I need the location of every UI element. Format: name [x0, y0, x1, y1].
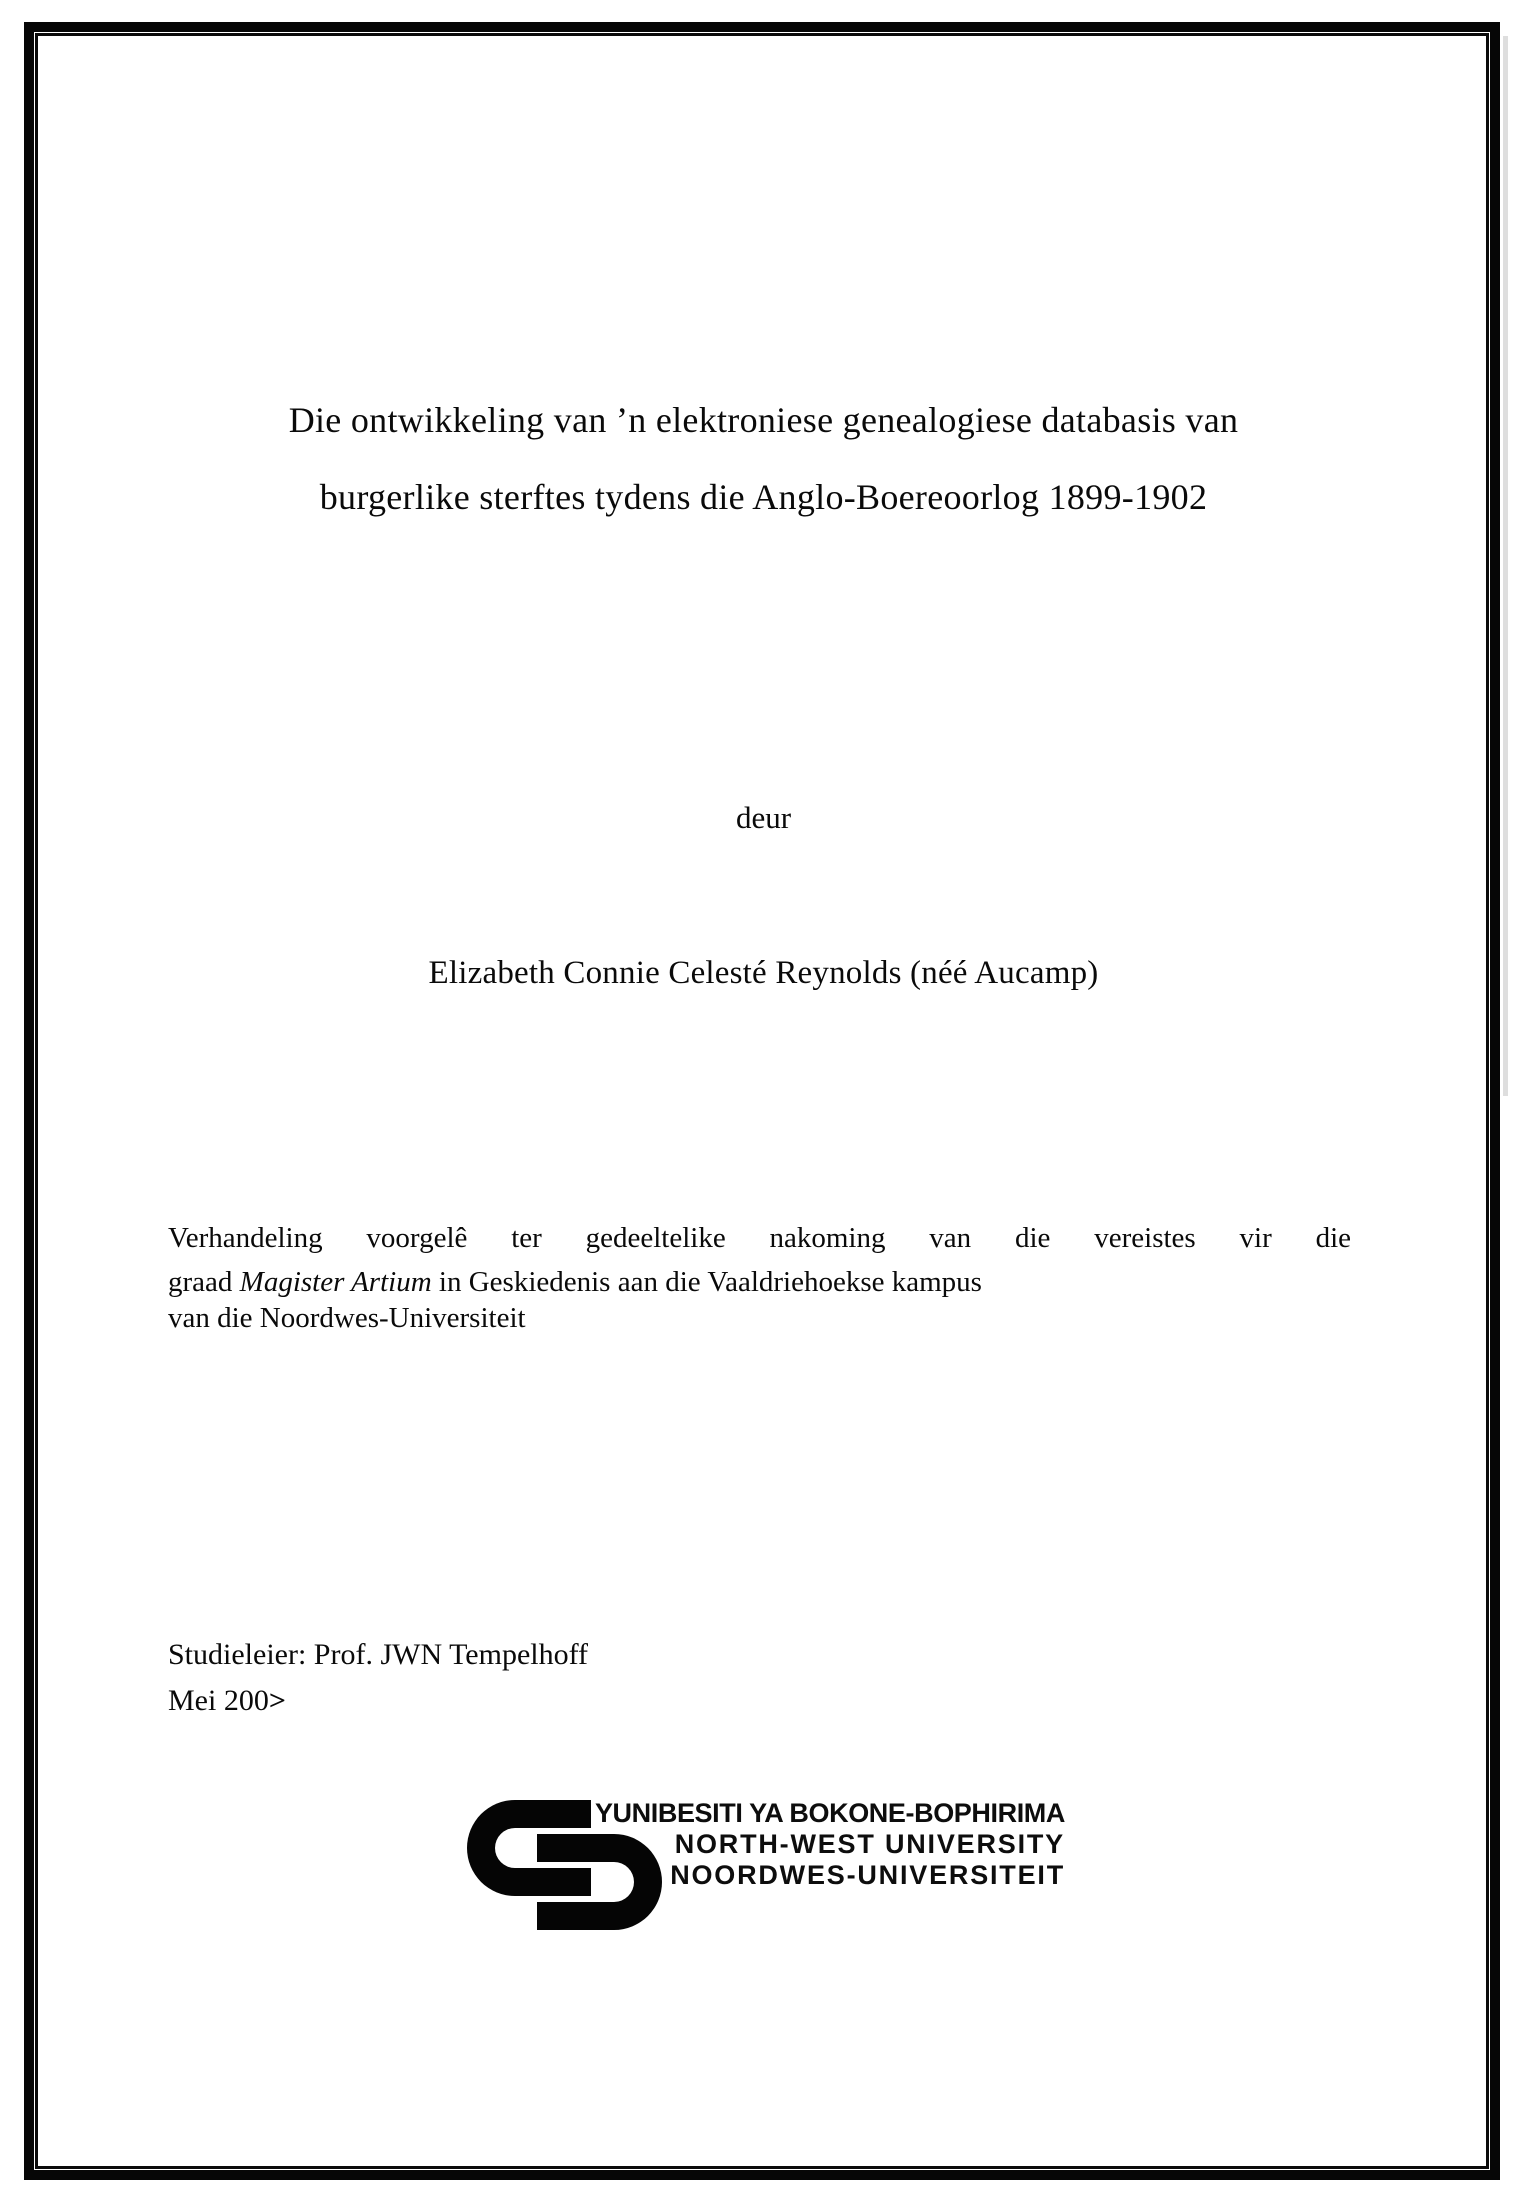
university-name-setswana: YUNIBESITI YA BOKONE-BOPHIRIMA [594, 1798, 1065, 1828]
declaration-line-3: van die Noordwes-Universiteit [168, 1302, 526, 1334]
declaration-line-2-prefix: graad [168, 1266, 240, 1298]
degree-name-italic: Magister Artium [239, 1266, 432, 1298]
university-name-english: NORTH-WEST UNIVERSITY [674, 1829, 1065, 1859]
thesis-title-line-1: Die ontwikkeling van ’n elektroniese genealogiese databasis van [288, 400, 1239, 440]
declaration-line-1: Verhandeling voorgelê ter gedeeltelike nakoming van die vereistes vir die [168, 1222, 1351, 1254]
declaration-line-2-suffix: in Geskiedenis aan die Vaaldriehoekse kampus [431, 1266, 982, 1298]
date-text: Mei 200 [168, 1684, 269, 1717]
declaration-line-2 [168, 1264, 1351, 1300]
byline-label: deur [735, 800, 792, 835]
date-final-digit-glyph: > [268, 1685, 286, 1716]
date-line [168, 1684, 286, 1718]
university-wordmark [595, 1798, 1065, 1891]
author-name: Elizabeth Connie Celesté Reynolds (néé Aucamp) [428, 955, 1099, 991]
thesis-title-line-2: burgerlike sterftes tydens die Anglo-Boereoorlog 1899-1902 [319, 477, 1208, 517]
supervisor-line: Studieleier: Prof. JWN Tempelhoff [168, 1638, 589, 1671]
university-name-afrikaans: NOORDWES-UNIVERSITEIT [670, 1860, 1065, 1890]
scan-artifact-streak [1503, 36, 1508, 1096]
